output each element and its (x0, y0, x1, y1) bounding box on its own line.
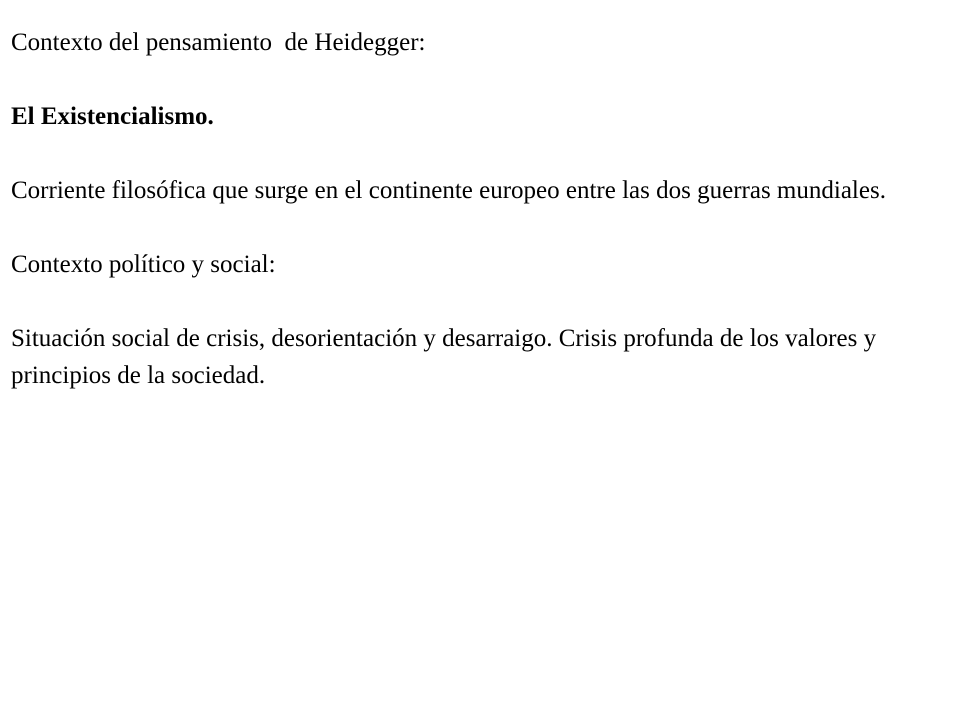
spacer (11, 61, 941, 98)
slide-subheading: El Existencialismo. (11, 103, 214, 130)
spacer (11, 283, 941, 320)
spacer (11, 209, 941, 246)
spacer (11, 135, 941, 172)
definition-paragraph: Corriente filosófica que surge en el continente europeo entre las dos guerras mundiales. (11, 177, 886, 204)
slide-text-block (11, 24, 941, 394)
situation-paragraph: Situación social de crisis, desorientación y desarraigo. Crisis profunda de los valores y principios de la sociedad. (11, 325, 877, 389)
slide-heading: Contexto del pensamiento de Heidegger: (11, 29, 426, 56)
section-title: Contexto político y social: (11, 251, 276, 278)
